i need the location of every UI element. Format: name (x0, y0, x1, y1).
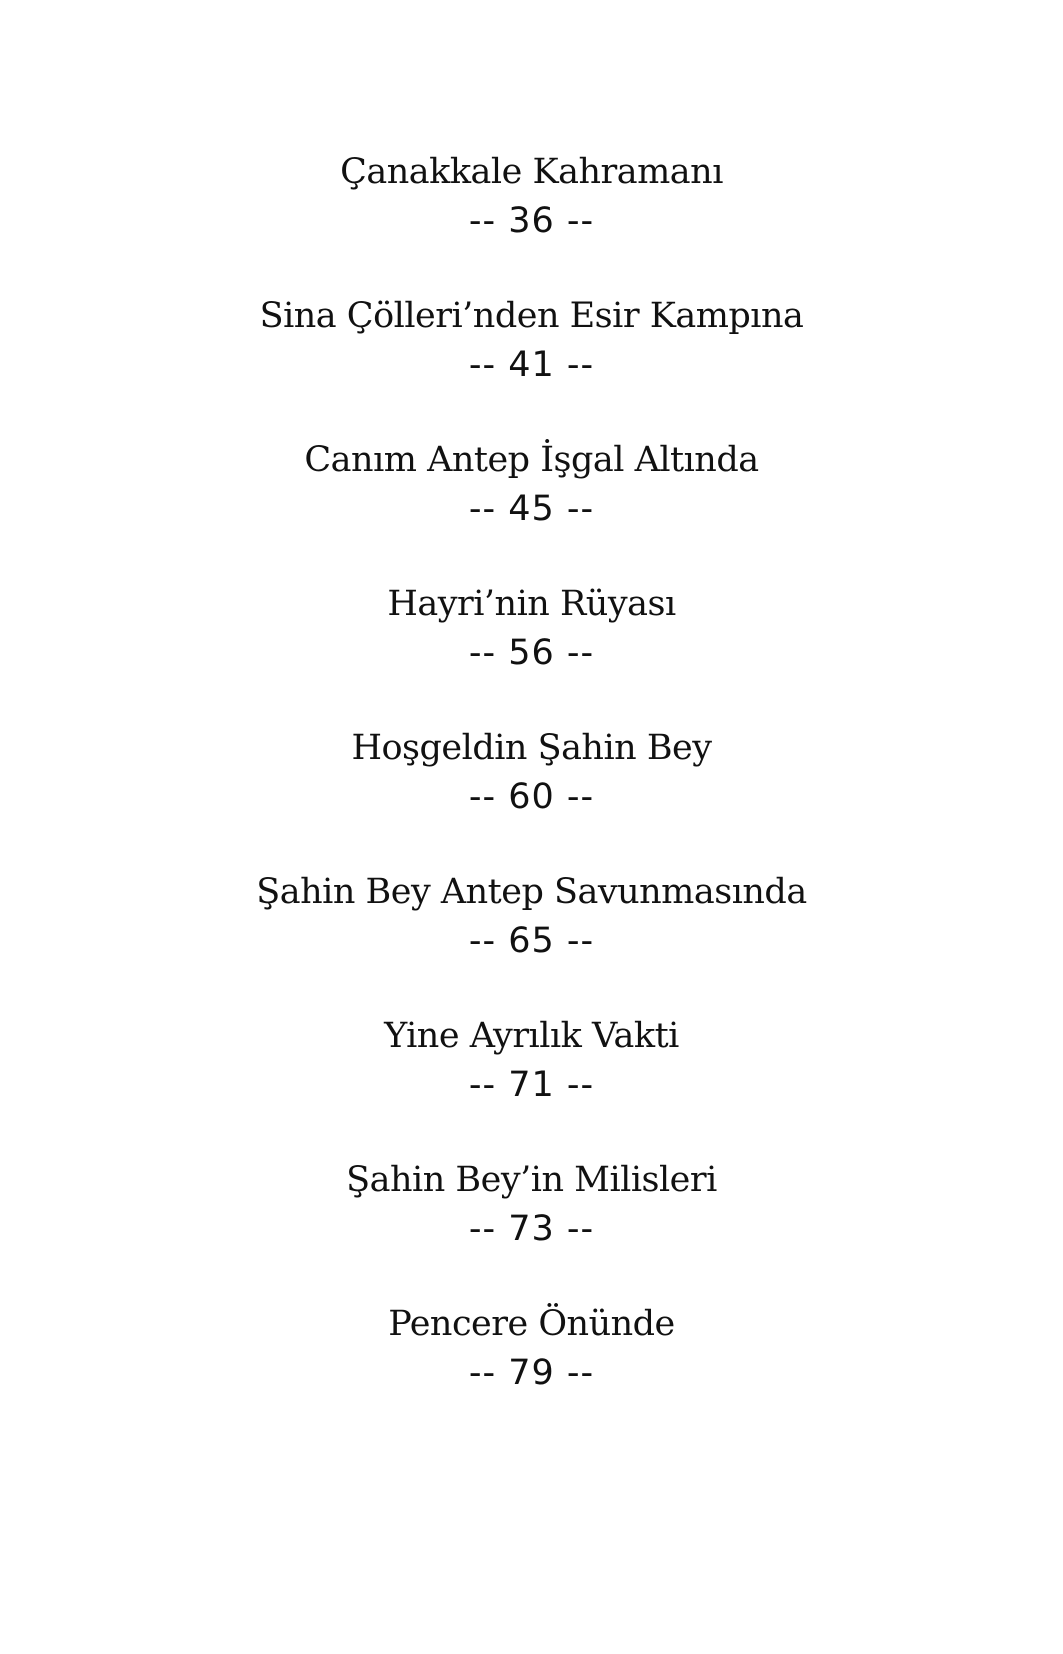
toc-entry (0, 150, 1063, 294)
page-number: -- 71 -- (468, 1065, 595, 1105)
chapter-title: Çanakkale Kahramanı (340, 152, 723, 192)
toc-entry (0, 1014, 1063, 1158)
page-number: -- 41 -- (468, 345, 595, 385)
page-number: -- 79 -- (468, 1353, 595, 1393)
chapter-title: Şahin Bey Antep Savunmasında (256, 872, 807, 912)
page-number: -- 56 -- (468, 633, 595, 673)
chapter-title: Hoşgeldin Şahin Bey (351, 728, 712, 768)
chapter-title: Canım Antep İşgal Altında (304, 440, 759, 480)
page-number: -- 73 -- (468, 1209, 595, 1249)
page-number: -- 60 -- (468, 777, 595, 817)
toc-entry (0, 438, 1063, 582)
chapter-title: Sina Çölleri’nden Esir Kampına (259, 296, 804, 336)
toc-entry (0, 294, 1063, 438)
chapter-title: Yine Ayrılık Vakti (384, 1016, 679, 1056)
toc-entry (0, 870, 1063, 1014)
table-of-contents (0, 150, 1063, 1446)
page-number: -- 65 -- (468, 921, 595, 961)
chapter-title: Pencere Önünde (388, 1304, 675, 1344)
page-number: -- 45 -- (468, 489, 595, 529)
toc-entry (0, 582, 1063, 726)
toc-entry (0, 726, 1063, 870)
page-number: -- 36 -- (468, 201, 595, 241)
chapter-title: Şahin Bey’in Milisleri (346, 1160, 717, 1200)
toc-entry (0, 1302, 1063, 1446)
chapter-title: Hayri’nin Rüyası (387, 584, 676, 624)
toc-entry (0, 1158, 1063, 1302)
